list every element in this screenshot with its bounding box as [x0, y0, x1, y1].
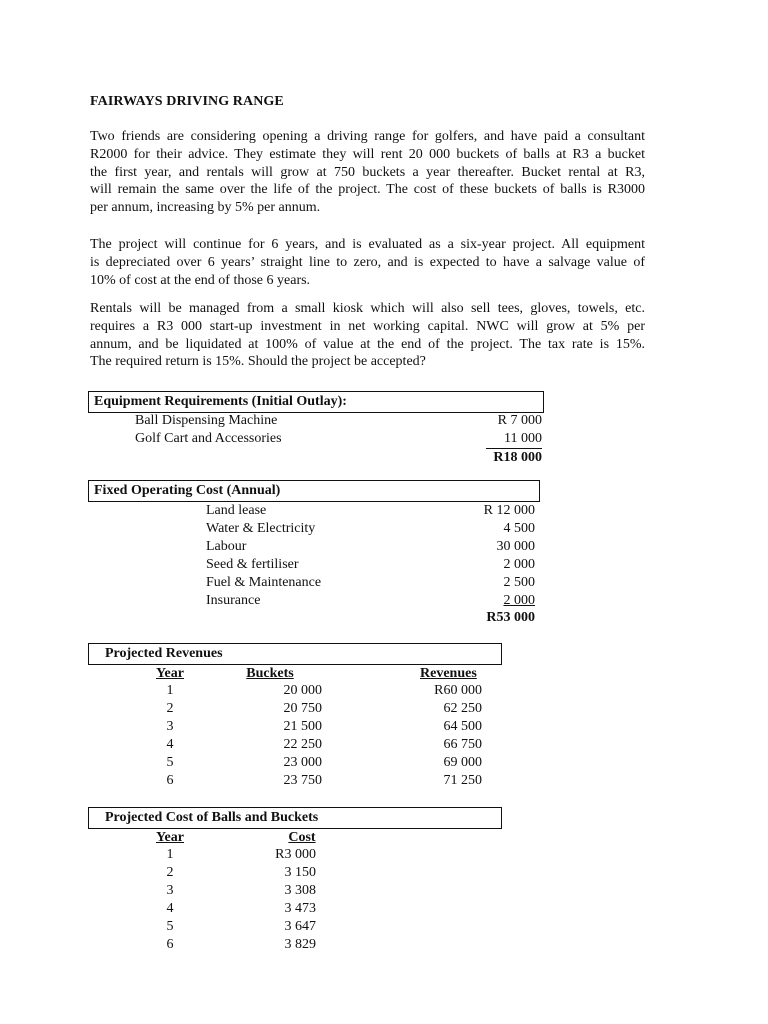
- paragraph-line: will remain the same over the life of the project. The cost of these buckets of balls is R3000: [90, 182, 645, 198]
- paragraph-line: the first year, and rentals will grow at 750 buckets a year thereafter. Bucket rental at R3,: [90, 164, 645, 180]
- fixed-cost-amount: 2 500: [503, 575, 535, 590]
- paragraph-line: The project will continue for 6 years, and is evaluated as a six-year project. All equipment: [90, 237, 645, 252]
- revenues-revenue-cell: 71 250: [443, 773, 482, 788]
- paragraph-line: Rentals will be managed from a small kiosk which will also sell tees, gloves, towels, etc.: [90, 301, 645, 316]
- ball-cost-cost-cell: 3 150: [284, 865, 316, 880]
- ball-cost-cost-cell: 3 829: [284, 937, 316, 952]
- paragraph-line: The required return is 15%. Should the project be accepted?: [90, 354, 426, 370]
- ball-cost-year-cell: 4: [166, 901, 174, 916]
- revenues-buckets-cell: 21 500: [283, 719, 322, 734]
- ball-cost-year-cell: 5: [166, 919, 174, 934]
- ball-cost-year-cell: 2: [166, 865, 174, 880]
- fixed-cost-label: Insurance: [206, 593, 261, 608]
- equipment-heading-box: [88, 391, 544, 413]
- ball-cost-cost-cell: R3 000: [275, 847, 316, 862]
- fixed-cost-heading-box: [88, 480, 540, 502]
- document-title: FAIRWAYS DRIVING RANGE: [90, 94, 284, 109]
- ball-cost-year-cell: 3: [166, 883, 174, 898]
- fixed-cost-label: Fuel & Maintenance: [206, 575, 322, 590]
- revenues-buckets-cell: 20 750: [283, 701, 322, 716]
- fixed-cost-label: Labour: [206, 539, 247, 554]
- equipment-item-amount: 11 000: [504, 431, 542, 446]
- fixed-cost-amount: 2 000: [503, 557, 535, 572]
- equipment-item-label: Ball Dispensing Machine: [135, 413, 278, 428]
- revenues-year-header: Year: [156, 666, 184, 681]
- revenues-year-cell: 2: [166, 701, 174, 716]
- ball-cost-heading-box: [88, 807, 502, 829]
- paragraph-line: Two friends are considering opening a driving range for golfers, and have paid a consultant: [90, 129, 645, 144]
- revenues-year-cell: 6: [166, 773, 174, 788]
- fixed-cost-label: Land lease: [206, 503, 267, 518]
- paragraph-line: per annum, increasing by 5% per annum.: [90, 200, 321, 216]
- fixed-cost-total: R53 000: [486, 610, 535, 625]
- paragraph-line: annum, and be liquidated at 100% of value at the end of the project. The tax rate is 15%.: [90, 336, 645, 352]
- fixed-cost-amount: 2 000: [503, 593, 535, 608]
- ball-cost-cost-header: Cost: [288, 830, 316, 845]
- project-paragraph: [90, 236, 645, 289]
- fixed-cost-amount: R 12 000: [483, 503, 535, 518]
- revenues-buckets-cell: 20 000: [283, 683, 322, 698]
- revenues-heading-box: [88, 643, 502, 665]
- paragraph-line: requires a R3 000 start-up investment in net working capital. NWC will grow at 5% per: [90, 318, 645, 334]
- revenues-revenue-cell: 69 000: [443, 755, 482, 770]
- subtotal-rule: [486, 448, 542, 449]
- kiosk-paragraph: [90, 300, 645, 371]
- revenues-revenue-cell: 64 500: [443, 719, 482, 734]
- revenues-buckets-header: Buckets: [246, 666, 294, 681]
- revenues-revenue-cell: 66 750: [443, 737, 482, 752]
- paragraph-line: is depreciated over 6 years’ straight line to zero, and is expected to have a salvage value of: [90, 254, 645, 270]
- fixed-cost-label: Seed & fertiliser: [206, 557, 299, 572]
- revenues-revenue-header: Revenues: [420, 666, 477, 681]
- equipment-item-label: Golf Cart and Accessories: [135, 431, 282, 446]
- ball-cost-cost-cell: 3 308: [284, 883, 316, 898]
- ball-cost-year-header: Year: [156, 830, 184, 845]
- paragraph-line: R2000 for their advice. They estimate they will rent 20 000 buckets of balls at R3 a bucket: [90, 146, 645, 162]
- ball-cost-cost-cell: 3 647: [284, 919, 316, 934]
- revenues-year-cell: 3: [166, 719, 174, 734]
- revenues-year-cell: 4: [166, 737, 174, 752]
- revenues-buckets-cell: 23 000: [283, 755, 322, 770]
- revenues-year-cell: 5: [166, 755, 174, 770]
- revenues-revenue-cell: R60 000: [434, 683, 482, 698]
- revenues-heading: Projected Revenues: [105, 646, 223, 661]
- fixed-cost-heading: Fixed Operating Cost (Annual): [94, 483, 281, 498]
- ball-cost-cost-cell: 3 473: [284, 901, 316, 916]
- ball-cost-year-cell: 6: [166, 937, 174, 952]
- revenues-revenue-cell: 62 250: [443, 701, 482, 716]
- fixed-cost-amount: 30 000: [496, 539, 535, 554]
- revenues-year-cell: 1: [166, 683, 174, 698]
- intro-paragraph: [90, 128, 645, 217]
- ball-cost-heading: Projected Cost of Balls and Buckets: [105, 810, 319, 825]
- ball-cost-year-cell: 1: [166, 847, 174, 862]
- revenues-buckets-cell: 23 750: [283, 773, 322, 788]
- paragraph-line: 10% of cost at the end of those 6 years.: [90, 272, 311, 288]
- fixed-cost-label: Water & Electricity: [206, 521, 316, 536]
- equipment-heading: Equipment Requirements (Initial Outlay):: [94, 394, 347, 409]
- equipment-total: R18 000: [493, 450, 542, 465]
- equipment-item-amount: R 7 000: [497, 413, 542, 428]
- fixed-cost-amount: 4 500: [503, 521, 535, 536]
- revenues-buckets-cell: 22 250: [283, 737, 322, 752]
